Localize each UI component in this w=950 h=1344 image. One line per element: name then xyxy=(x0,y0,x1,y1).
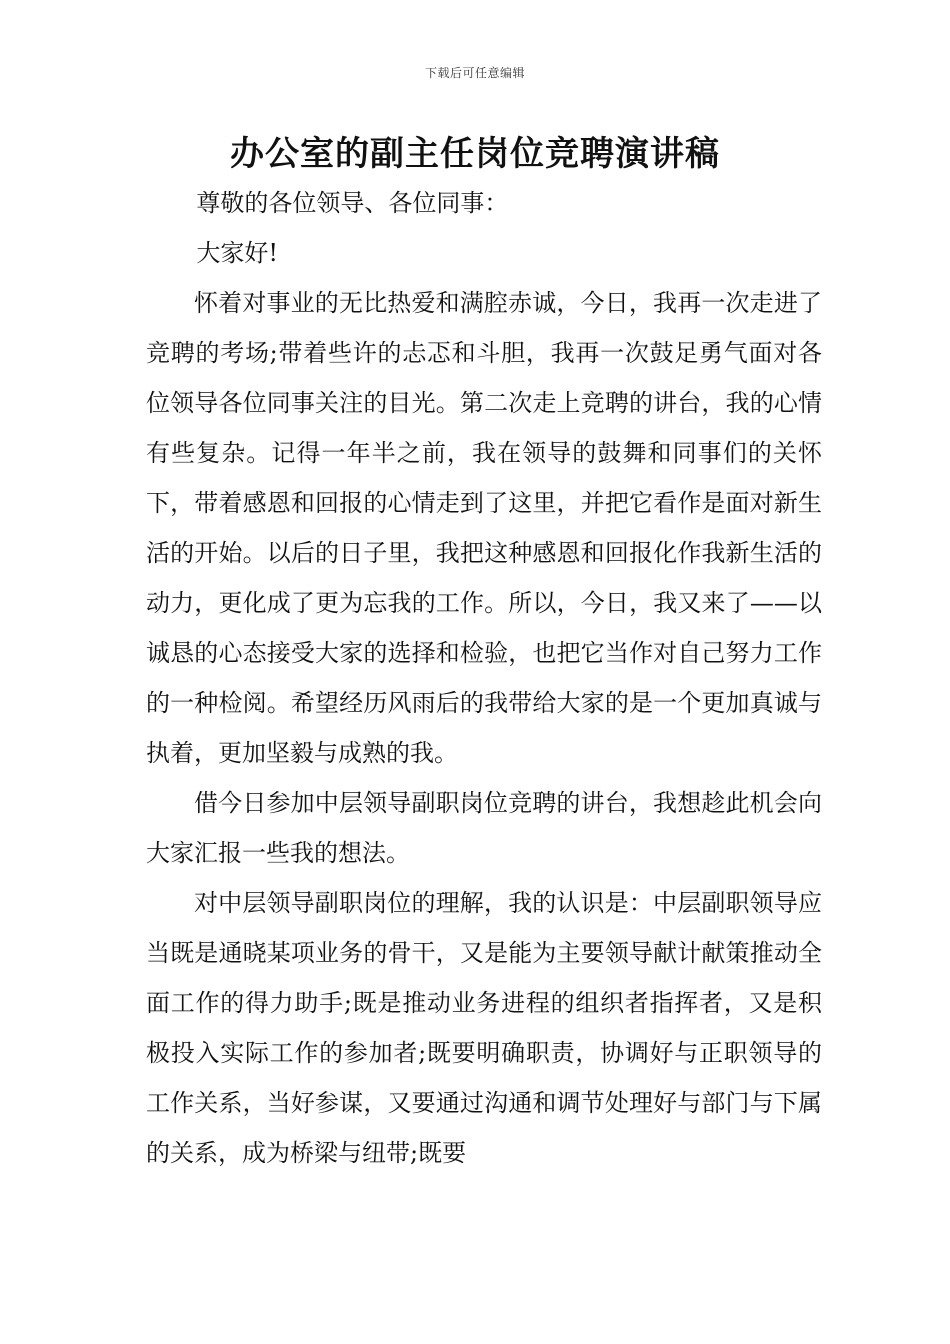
header-note: 下载后可任意编辑 xyxy=(424,66,525,80)
paragraph-greeting: 大家好! xyxy=(196,239,279,267)
paragraph-body-2: 借今日参加中层领导副职岗位竞聘的讲台，我想趁此机会向大家汇报一些我的想法。 xyxy=(146,789,822,867)
document-title: 办公室的副主任岗位竞聘演讲稿 xyxy=(230,134,720,174)
paragraph-body-3: 对中层领导副职岗位的理解，我的认识是：中层副职领导应当既是通晓某项业务的骨干，又是能为主要领导献计献策推动全面工作的得力助手;既是推动业务进程的组织者指挥者，又是积极投入实际工作的参加者;既要明确职责，协调好与正职领导的工作关系，当好参谋，又要通过沟通和调节处理好与部门与下属的关系，成为桥梁与纽带;既要 xyxy=(146,889,822,1167)
paragraph-body-1: 怀着对事业的无比热爱和满腔赤诚，今日，我再一次走进了竞聘的考场;带着些许的忐忑和斗胆，我再一次鼓足勇气面对各位领导各位同事关注的目光。第二次走上竞聘的讲台，我的心情有些复杂。记得一年半之前，我在领导的鼓舞和同事们的关怀下，带着感恩和回报的心情走到了这里，并把它看作是面对新生活的开始。以后的日子里，我把这种感恩和回报化作我新生活的动力，更化成了更为忘我的工作。所以，今日，我又来了——以诚恳的心态接受大家的选择和检验，也把它当作对自己努力工作的一种检阅。希望经历风雨后的我带给大家的是一个更加真诚与执着，更加坚毅与成熟的我。 xyxy=(146,289,822,767)
paragraph-salutation: 尊敬的各位领导、各位同事： xyxy=(196,189,509,217)
document-body xyxy=(146,178,822,1178)
